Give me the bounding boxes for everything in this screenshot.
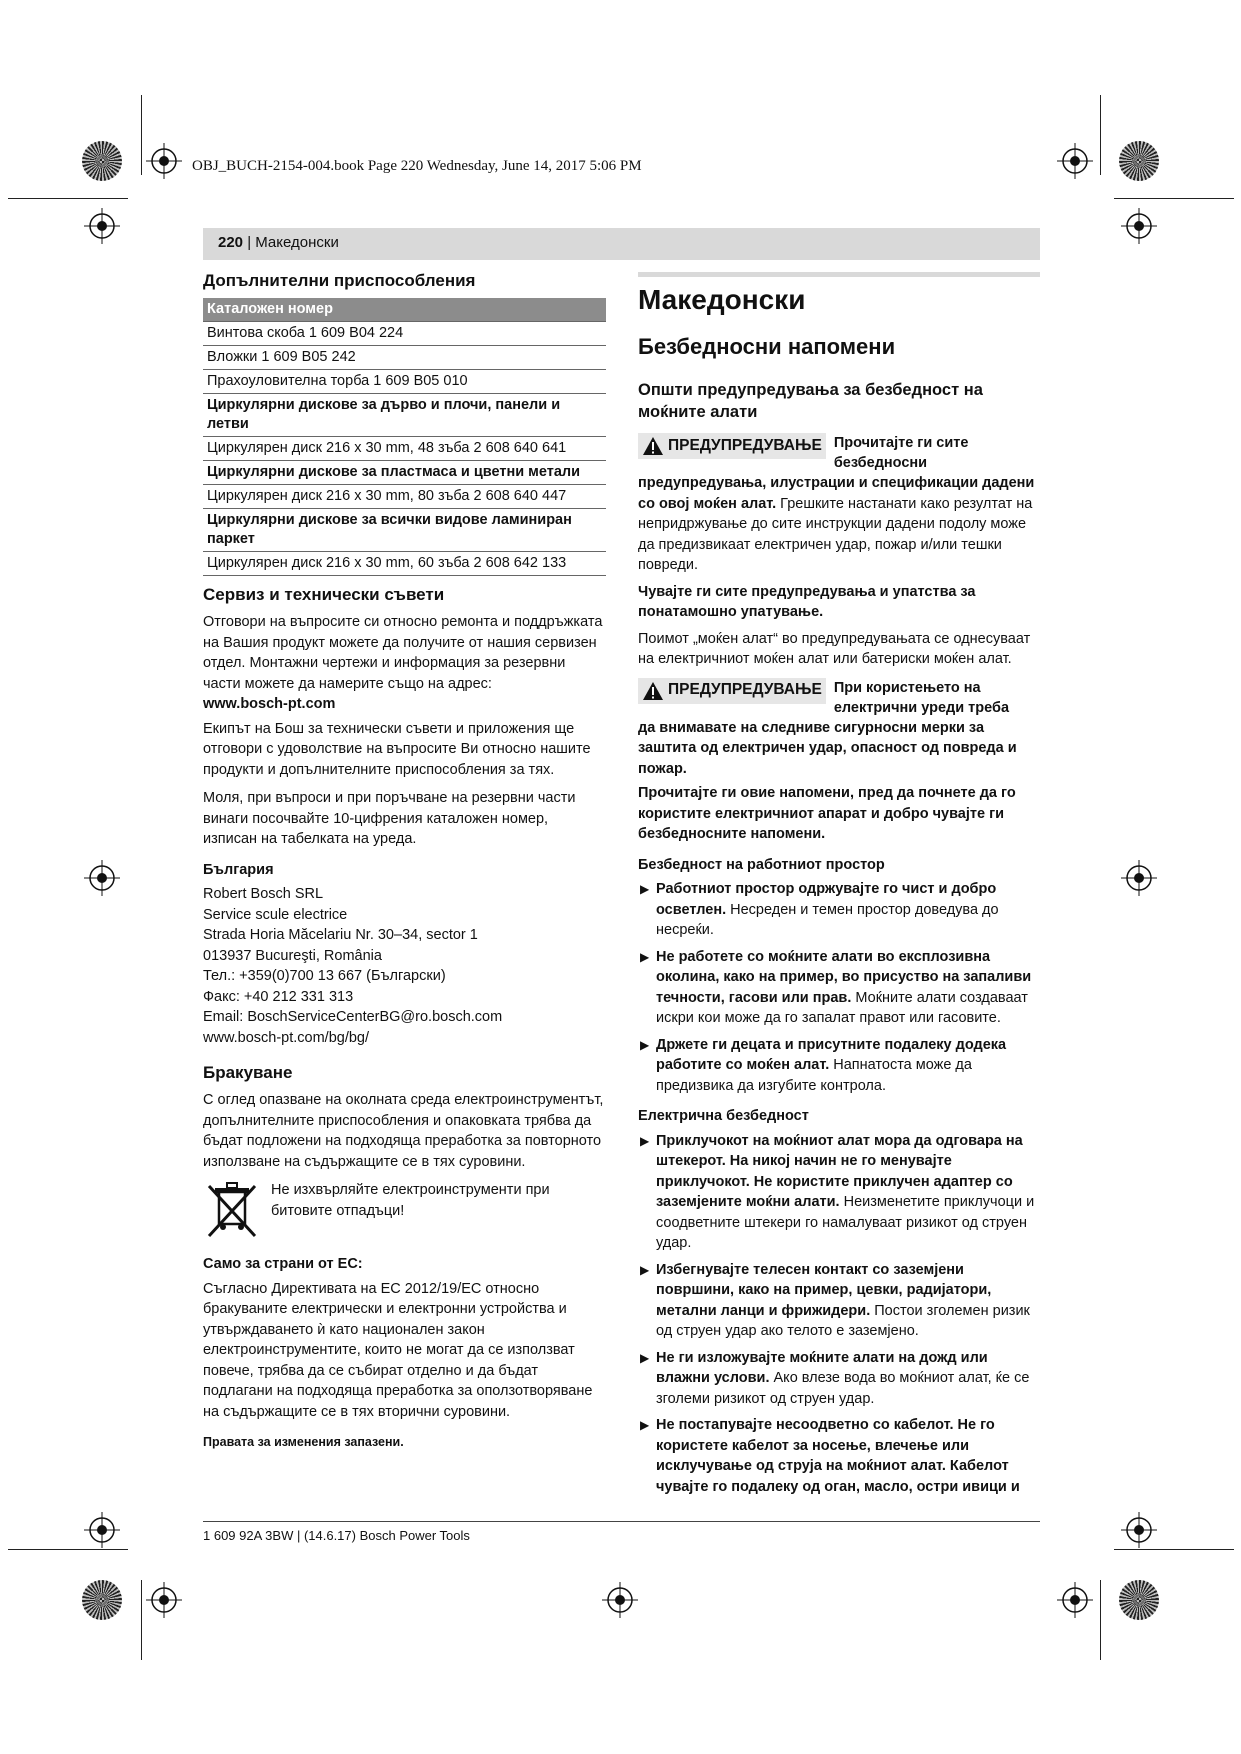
table-row: Прахоуловителна торба 1 609 B05 010	[203, 370, 606, 394]
arrow-bullet-icon: ▶	[640, 949, 650, 964]
table-row: Циркулярен диск 216 x 30 mm, 80 зъба 2 608 640 447	[203, 485, 606, 509]
page-footer: 1 609 92A 3BW | (14.6.17) Bosch Power Tools	[203, 1528, 470, 1543]
address-line: Факс: +40 212 331 313	[203, 988, 354, 1005]
warning-block	[638, 433, 1040, 473]
electrical-title: Електрична безбедност	[638, 1108, 809, 1124]
color-calibration-disc	[82, 141, 122, 181]
color-calibration-disc	[82, 1580, 122, 1620]
warning-paragraph: да внимавате на следниве сигурносни мерки за заштита од електричен удар, опасност од повреда и пожар.	[638, 719, 1017, 777]
warning-paragraph: предупредувања, илустрации и спецификации дадени со овој моќен алат. Грешките настанати како резултат на непридржување до сите инструкции дадени подолу може да предизвикаат електричен удар, пожар и/или тешки повреди.	[638, 475, 1035, 573]
color-calibration-disc	[1119, 1580, 1159, 1620]
left-column	[203, 270, 606, 1457]
crop-mark	[1114, 1549, 1234, 1550]
address-line: Strada Horia Măcelariu Nr. 30–34, sector 1	[203, 927, 478, 943]
warning-label: ПРЕДУПРЕДУВАЊЕ	[668, 436, 822, 454]
safety-title: Безбедносни напомени	[638, 334, 896, 359]
accessories-table	[203, 298, 606, 576]
accessories-title: Допълнителни приспособления	[203, 271, 476, 290]
address-email[interactable]: Email: BoschServiceCenterBG@ro.bosch.com	[203, 1009, 503, 1025]
arrow-bullet-icon: ▶	[640, 882, 650, 896]
term-text: Поимот „моќен алат“ во предупредувањата се однесуваат на електричниот моќен алат или батериски моќен алат.	[638, 630, 1031, 667]
crop-mark	[8, 198, 128, 199]
registration-mark-icon	[146, 143, 182, 179]
disposal-notice	[203, 1180, 606, 1242]
table-header: Каталожен номер	[203, 298, 606, 322]
rights-notice: Правата за изменения запазени.	[203, 1435, 404, 1449]
registration-mark-icon	[84, 1512, 120, 1548]
warning-triangle-icon	[642, 436, 664, 456]
crop-mark	[8, 1549, 128, 1550]
workplace-title: Безбедност на работниот простор	[638, 856, 885, 873]
table-row: Циркулярни дискове за всички видове ламиниран паркет	[203, 509, 606, 552]
warning-side-text: При користењето на електрични уреди треба	[833, 679, 1010, 716]
service-title: Сервиз и технически съвети	[203, 585, 445, 604]
warning-badge	[638, 433, 826, 459]
right-column	[638, 272, 1040, 1503]
service-paragraph: Екипът на Бош за технически съвети и приложения ще отговори с удоволствие на въпросите Ви относно нашите продукти и допълнителните приспособления за тях.	[203, 720, 591, 778]
disposal-bin-text: Не изхвърляйте електроинструменти при битовите отпадъци!	[271, 1182, 550, 1219]
warning-side-text: Прочитајте ги сите безбедносни	[833, 435, 969, 471]
eu-title: Само за страни от ЕС:	[203, 1256, 363, 1272]
table-row: Циркулярни дискове за дърво и плочи, панели и летви	[203, 394, 606, 437]
address-block	[203, 884, 606, 1048]
table-row: Циркулярен диск 216 x 30 mm, 60 зъба 2 608 642 133	[203, 552, 606, 576]
footer-divider	[203, 1521, 1040, 1522]
arrow-bullet-icon: ▶	[640, 1262, 650, 1277]
color-calibration-disc	[1119, 141, 1159, 181]
crop-mark	[141, 1580, 142, 1660]
warning-label: ПРЕДУПРЕДУВАЊЕ	[668, 681, 822, 699]
registration-mark-icon	[1057, 1582, 1093, 1618]
table-row: Винтова скоба 1 609 B04 224	[203, 322, 606, 346]
list-item: ▶ Избегнувајте телесен контакт со заземјени површини, како на пример, цевки, радијатори, метални ланци и фрижидери. Постои зголемен ризик од струен удар ако телото е заземјено.	[640, 1261, 1030, 1339]
list-item: ▶ Држете ги децата и присутните подалеку додека работите со моќен алат. Напнатоста може да предизвика да изгубите контрола.	[640, 1036, 1007, 1094]
table-row: Циркулярни дискове за пластмаса и цветни метали	[203, 461, 606, 485]
disposal-title: Бракуване	[203, 1063, 293, 1082]
registration-mark-icon	[84, 208, 120, 244]
registration-mark-icon	[1057, 143, 1093, 179]
country-heading: България	[203, 861, 274, 878]
service-paragraph: Отговори на въпросите си относно ремонта и поддръжката на Вашия продукт можете да получите от нашия сервизен отдел. Монтажни чертежи и информация за резервни части можете да намерите също на адрес: www.bosch-pt.com	[203, 614, 603, 712]
arrow-bullet-icon: ▶	[640, 1037, 650, 1052]
address-line: Robert Bosch SRL	[203, 886, 324, 902]
crossed-bin-icon	[203, 1180, 261, 1242]
general-warnings-title: Општи предупредувања за безбедност на моќните алати	[638, 381, 983, 421]
list-item: ▶ Приклучокот на моќниот алат мора да одговара на штекерот. На никој начин не го менувајте приклучокот. Не користите приклучен адаптер со заземјените моќни алати. Неизменетите приклучоци и соодветните штекери го намалуваат ризикот од струен удар.	[640, 1132, 1035, 1251]
address-line: Service scule electrice	[203, 906, 348, 923]
crop-mark	[1100, 1580, 1101, 1660]
list-item: ▶ Работниот простор одржувајте го чист и добро осветлен. Несреден и темен простор доведува до несреќи.	[640, 881, 999, 938]
disposal-paragraph: С оглед опазване на околната среда електроинструментът, допълнителните приспособления и опаковката трябва да бъдат подложени на подходяща преработка за повторното използване на съдържащите се в тях суровини.	[203, 1092, 604, 1170]
crop-mark	[141, 95, 142, 175]
page-header: 220 | Македонски	[203, 228, 1040, 260]
address-line: 013937 Bucureşti, România	[203, 947, 382, 964]
arrow-bullet-icon: ▶	[640, 1350, 650, 1365]
table-row: Циркулярен диск 216 x 30 mm, 48 зъба 2 608 640 641	[203, 437, 606, 461]
warning-badge	[638, 678, 826, 704]
service-paragraph: Моля, при въпроси и при поръчване на резервни части винаги посочвайте 10-цифрения каталожен номер, изписан на табелката на уреда.	[203, 790, 576, 847]
list-item: ▶ Не ги изложувајте моќните алати на дожд или влажни услови. Ако влезе вода во моќниот алат, ќе се зголеми ризикот од струен удар.	[640, 1349, 1030, 1407]
registration-mark-icon	[1121, 1512, 1157, 1548]
read-notes: Прочитајте ги овие напомени, пред да почнете да го користите електричниот апарат и добро чувајте ги безбедносните напомени.	[638, 785, 1016, 842]
registration-mark-icon	[602, 1582, 638, 1618]
keep-warnings: Чувајте ги сите предупредувања и упатства за понатамошно упатување.	[638, 583, 976, 620]
registration-mark-icon	[1121, 208, 1157, 244]
crop-mark	[1114, 198, 1234, 199]
registration-mark-icon	[1121, 860, 1157, 896]
warning-block	[638, 678, 1040, 718]
print-header: OBJ_BUCH-2154-004.book Page 220 Wednesday, June 14, 2017 5:06 PM	[192, 158, 642, 174]
crop-mark	[1100, 95, 1101, 175]
page-language: Македонски	[255, 234, 339, 251]
service-url[interactable]: www.bosch-pt.com	[203, 696, 336, 712]
eu-text: Съгласно Директивата на ЕС 2012/19/ЕС относно бракуваните електрически и електронни устройства и утвърждаването ѝ като национален закон електроинструментите, които не могат да се използват повече, трябва да се събират отделно и да бъдат подлагани на подходяща преработка за оползотворяване на съдържащите се в тях вторични суровини.	[203, 1280, 593, 1420]
arrow-bullet-icon: ▶	[640, 1133, 650, 1148]
warning-triangle-icon	[642, 681, 664, 701]
arrow-bullet-icon: ▶	[640, 1418, 650, 1432]
list-item: ▶ Не постапувајте несоодветно со кабелот. Не го користете кабелот за носење, влечење или исклучување од струја на моќниот алат. Кабелот чувајте го подалеку од оган, масло, остри ивици и	[640, 1417, 1020, 1495]
registration-mark-icon	[146, 1582, 182, 1618]
list-item: ▶ Не работете со моќните алати во експлозивна околина, како на пример, во присуство на запаливи течности, гасови или прав. Моќните алати создаваат искри кои може да го запалат правот или гасовите.	[640, 948, 1032, 1026]
address-line: Тел.: +359(0)700 13 667 (Български)	[203, 968, 446, 984]
address-url[interactable]: www.bosch-pt.com/bg/bg/	[203, 1029, 370, 1046]
page-number: 220	[218, 234, 244, 251]
table-row: Вложки 1 609 B05 242	[203, 346, 606, 370]
language-title: Македонски	[638, 272, 1040, 317]
registration-mark-icon	[84, 860, 120, 896]
